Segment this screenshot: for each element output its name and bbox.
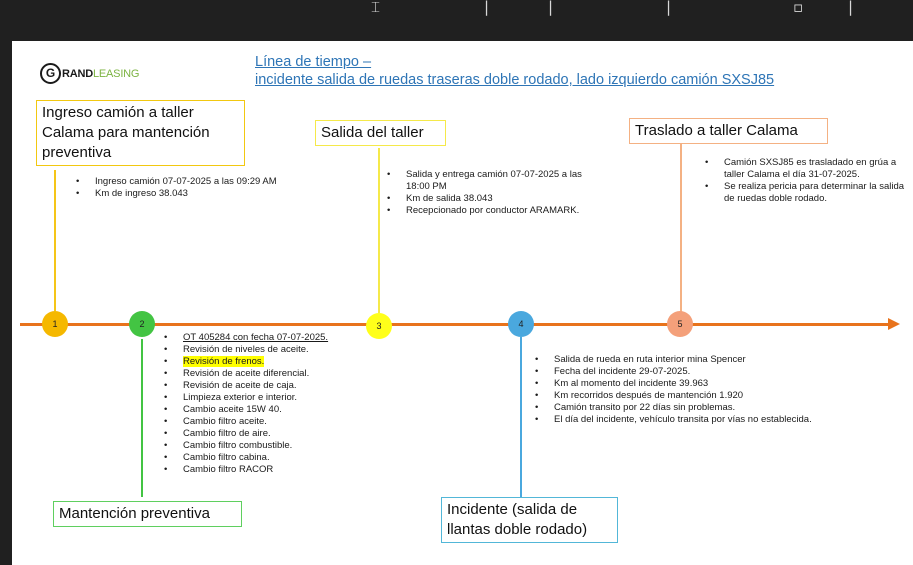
logo-text-bold: RAND bbox=[62, 67, 93, 80]
work-order-text: OT 405284 con fecha 07-07-2025. bbox=[183, 332, 329, 343]
event-1-label: Ingreso camión a taller Calama para mantención preventiva bbox=[36, 100, 245, 166]
event-2-label: Mantención preventiva bbox=[53, 501, 242, 527]
list-item: • Km al momento del incidente 39.963 bbox=[535, 378, 812, 390]
logo-text-light: LEASING bbox=[92, 67, 140, 80]
list-item: • Cambio filtro RACOR bbox=[164, 464, 328, 476]
event-2-details bbox=[164, 332, 328, 476]
list-item: • El día del incidente, vehículo transita por vías no establecida. bbox=[535, 414, 812, 426]
connector-line-2 bbox=[141, 339, 143, 497]
event-5-label: Traslado a taller Calama bbox=[629, 118, 828, 144]
connector-line-3 bbox=[378, 148, 380, 313]
list-item: • Ingreso camión 07-07-2025 a las 09:29 AM bbox=[76, 176, 277, 188]
event-3-details bbox=[387, 169, 587, 217]
slide bbox=[12, 41, 913, 565]
highlighted-text: Revisión de frenos. bbox=[183, 356, 265, 367]
save-icon[interactable]: ▫ bbox=[793, 0, 804, 16]
slide-title-line1: Línea de tiempo – bbox=[255, 54, 372, 70]
separator-icon: | bbox=[848, 0, 854, 16]
list-item bbox=[164, 356, 328, 368]
list-item: • Revisión de aceite diferencial. bbox=[164, 368, 328, 380]
list-item bbox=[164, 332, 328, 344]
grand-leasing-logo bbox=[40, 63, 139, 84]
list-item: • Revisión de niveles de aceite. bbox=[164, 344, 328, 356]
separator-icon: | bbox=[548, 0, 554, 16]
separator-icon: | bbox=[484, 0, 490, 16]
timeline-marker-3: 3 bbox=[366, 313, 392, 339]
list-item: • Km recorridos después de mantención 1.920 bbox=[535, 390, 812, 402]
list-item: • Cambio filtro combustible. bbox=[164, 440, 328, 452]
slide-title-line2: incidente salida de ruedas traseras doble rodado, lado izquierdo camión SXSJ85 bbox=[255, 72, 775, 88]
list-item: • Cambio aceite 15W 40. bbox=[164, 404, 328, 416]
list-item: • Limpieza exterior e interior. bbox=[164, 392, 328, 404]
list-item: • Cambio filtro de aire. bbox=[164, 428, 328, 440]
list-item: • Revisión de aceite de caja. bbox=[164, 380, 328, 392]
timeline-arrow-icon bbox=[888, 318, 900, 330]
connector-line-4 bbox=[520, 337, 522, 497]
timeline-marker-4: 4 bbox=[508, 311, 534, 337]
list-item: • Cambio filtro cabina. bbox=[164, 452, 328, 464]
list-item: • Salida y entrega camión 07-07-2025 a las 18:00 PM bbox=[387, 169, 587, 193]
timeline-marker-1: 1 bbox=[42, 311, 68, 337]
list-item: • Recepcionado por conductor ARAMARK. bbox=[387, 205, 587, 217]
list-item: • Salida de rueda en ruta interior mina Spencer bbox=[535, 354, 812, 366]
event-3-label: Salida del taller bbox=[315, 120, 446, 146]
event-1-details bbox=[76, 176, 277, 200]
list-item: • Camión SXSJ85 es trasladado en grúa a taller Calama el día 31-07-2025. bbox=[705, 157, 910, 181]
list-item: • Camión transito por 22 días sin problemas. bbox=[535, 402, 812, 414]
viewer-toolbar bbox=[0, 0, 913, 40]
logo-g-mark: G bbox=[40, 63, 61, 84]
connector-line-1 bbox=[54, 170, 56, 311]
list-item: • Km de ingreso 38.043 bbox=[76, 188, 277, 200]
event-5-details bbox=[705, 157, 910, 205]
timeline-marker-5: 5 bbox=[667, 311, 693, 337]
event-4-details bbox=[535, 354, 812, 426]
list-item: • Km de salida 38.043 bbox=[387, 193, 587, 205]
timeline-marker-2: 2 bbox=[129, 311, 155, 337]
slide-title bbox=[255, 53, 774, 89]
list-item: • Cambio filtro aceite. bbox=[164, 416, 328, 428]
list-item: • Fecha del incidente 29-07-2025. bbox=[535, 366, 812, 378]
event-4-label: Incidente (salida de llantas doble rodado) bbox=[441, 497, 618, 543]
list-item: • Se realiza pericia para determinar la salida de ruedas doble rodado. bbox=[705, 181, 910, 205]
separator-icon: | bbox=[666, 0, 672, 16]
cursor-icon[interactable]: ⌶ bbox=[371, 0, 381, 16]
connector-line-5 bbox=[680, 140, 682, 312]
